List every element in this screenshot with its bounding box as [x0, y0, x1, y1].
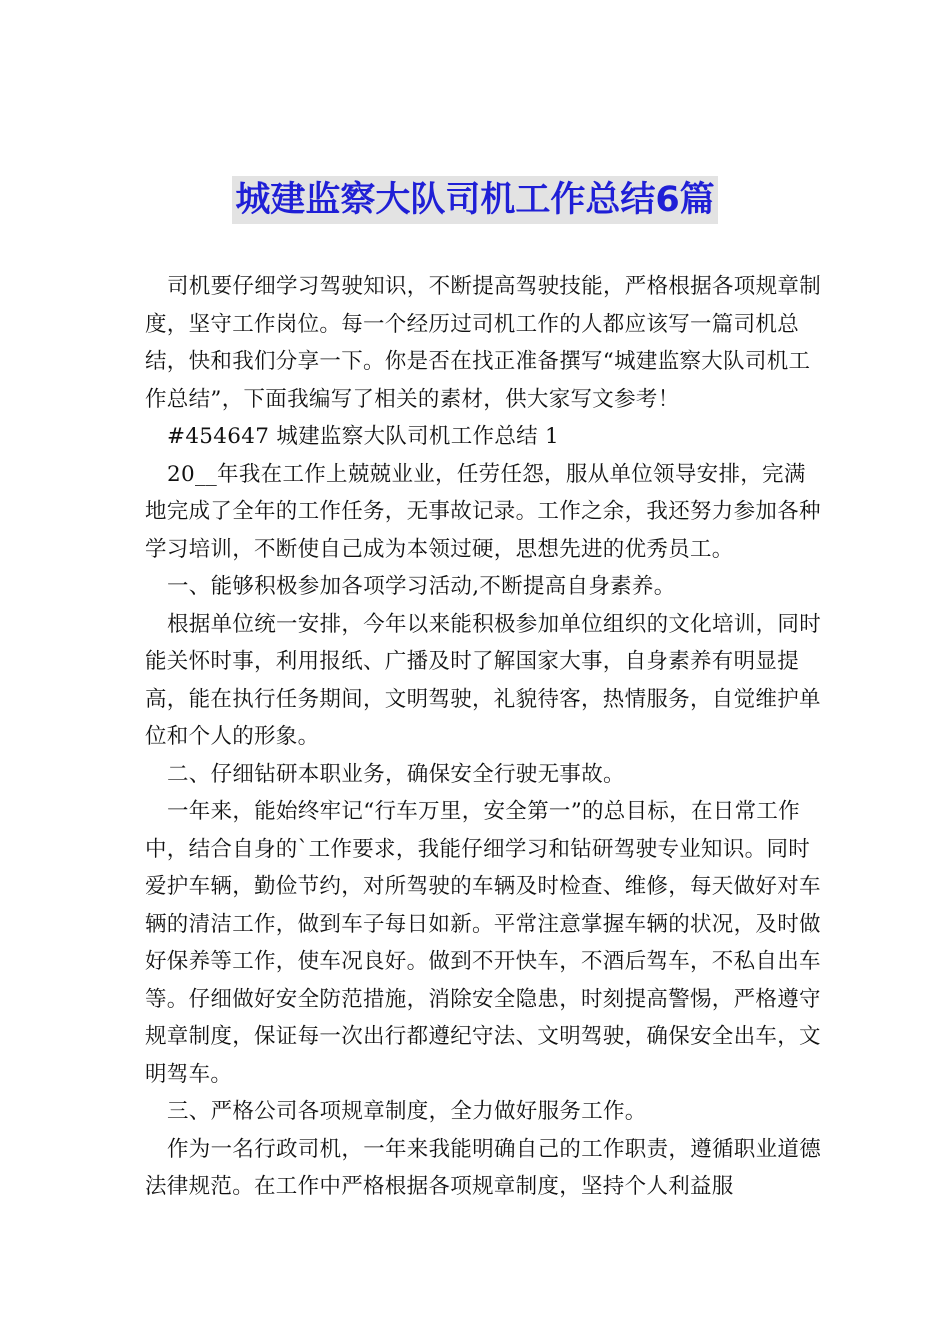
paragraph-intro: 司机要仔细学习驾驶知识，不断提高驾驶技能，严格根据各项规章制度，坚守工作岗位。每一个经历过司机工作的人都应该写一篇司机总结，快和我们分享一下。你是否在找正准备撰写“城建监察大队司机工作总结”，下面我编写了相关的素材，供大家写文参考！: [145, 274, 822, 412]
document-title: [0, 176, 950, 224]
section-heading-summary-1: #454647 城建监察大队司机工作总结 1: [167, 424, 560, 449]
section-heading-safety: 二、仔细钻研本职业务，确保安全行驶无事故。: [167, 761, 625, 787]
paragraph-service: 作为一名行政司机，一年来我能明确自己的工作职责，遵循职业道德法律规范。在工作中严格根据各项规章制度，坚持个人利益服: [145, 1136, 822, 1199]
section-heading-learning: 一、能够积极参加各项学习活动,不断提高自身素养。: [167, 574, 676, 599]
document-title-text: 城建监察大队司机工作总结6篇: [232, 176, 717, 224]
paragraph-learning: 根据单位统一安排，今年以来能积极参加单位组织的文化培训，同时能关怀时事，利用报纸、广播及时了解国家大事，自身素养有明显提高，能在执行任务期间，文明驾驶，礼貌待客，热情服务，自觉维护单位和个人的形象。: [145, 611, 822, 749]
section-heading-service: 三、严格公司各项规章制度，全力做好服务工作。: [167, 1099, 647, 1124]
paragraph-safety: 一年来，能始终牢记“行车万里，安全第一”的总目标，在日常工作中，结合自身的`工作要求，我能仔细学习和钻研驾驶专业知识。同时爱护车辆，勤俭节约，对所驾驶的车辆及时检查、维修，每天做好对车辆的清洁工作，做到车子每日如新。平常注意掌握车辆的状况，及时做好保养等工作，使车况良好。做到不开快车，不酒后驾车，不私自出车等。仔细做好安全防范措施，消除安全隐患，时刻提高警惕，严格遵守规章制度，保证每一次出行都遵纪守法、文明驾驶，确保安全出车，文明驾车。: [145, 799, 821, 1087]
document-body: [145, 268, 825, 1206]
paragraph-year-overview: 20__年我在工作上兢兢业业，任劳任怨，服从单位领导安排，完满地完成了全年的工作任务，无事故记录。工作之余，我还努力参加各种学习培训，不断使自己成为本领过硬，思想先进的优秀员工。: [145, 461, 821, 562]
